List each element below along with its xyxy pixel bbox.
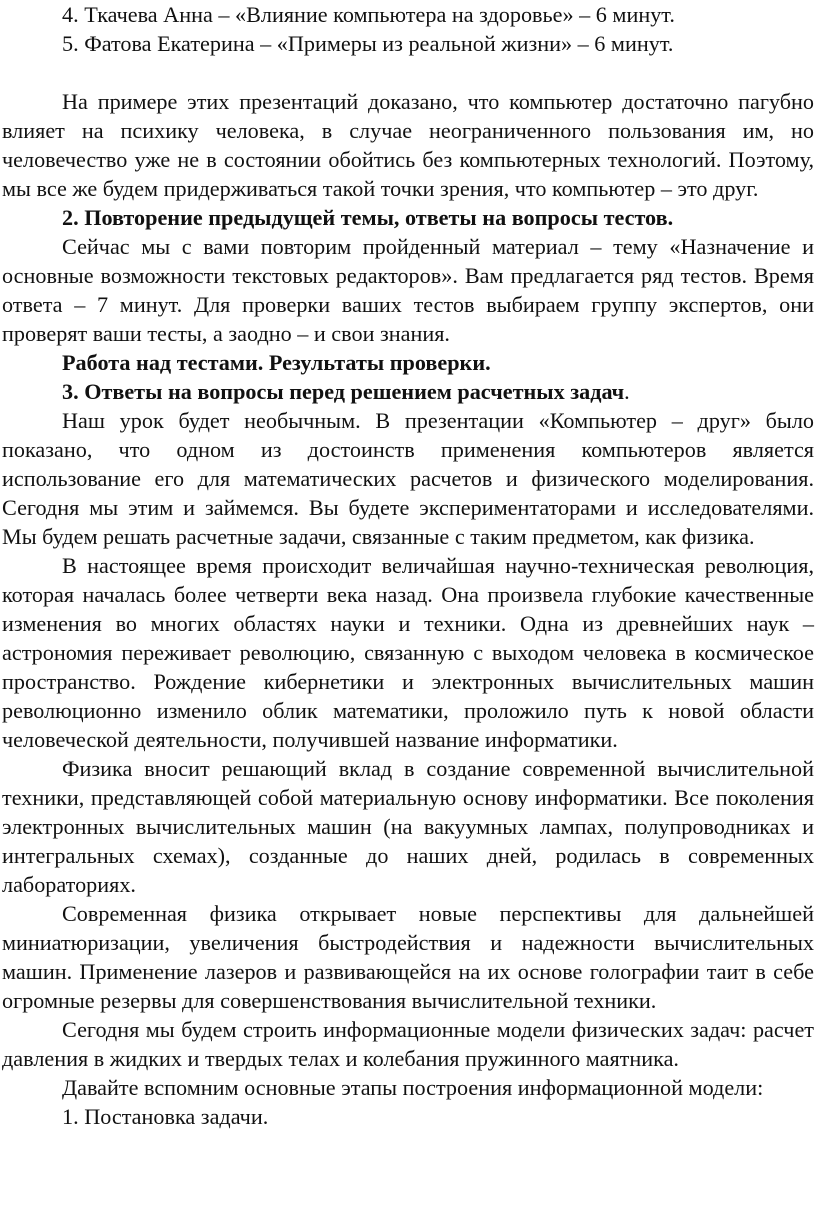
section-3-paragraph-3: Физика вносит решающий вклад в создание современной вычислительной техники, представляющей собой материальную основу информатики. Все поколения электронных вычислительных машин (на вакуумных лампах, полупроводниках и интегральных схемах), созданные до наших дней, родилась в современных лабораториях. (2, 756, 814, 897)
section-3-heading-text: 3. Ответы на вопросы перед решением расчетных задач (62, 379, 625, 404)
section-3-paragraph-5: Сегодня мы будем строить информационные модели физических задач: расчет давления в жидких и твердых телах и колебания пружинного маятника. (2, 1017, 814, 1071)
section-3-paragraph-1: Наш урок будет необычным. В презентации «Компьютер – друг» было показано, что одном из достоинств применения компьютеров является использование его для математических расчетов и физического моделирования. Сегодня мы этим и займемся. Вы будете экспериментаторами и исследователями. Мы будем решать расчетные задачи, связанные с таким предметом, как физика. (2, 408, 814, 549)
intro-paragraph: На примере этих презентаций доказано, что компьютер достаточно пагубно влияет на психику человека, в случае неограниченного пользования им, но человечество уже не в состоянии обойтись без компьютерных технологий. Поэтому, мы все же будем придерживаться такой точки зрения, что компьютер – это друг. (2, 89, 814, 201)
section-2-heading: 2. Повторение предыдущей темы, ответы на вопросы тестов. (62, 205, 674, 230)
section-2-paragraph: Сейчас мы с вами повторим пройденный материал – тему «Назначение и основные возможности текстовых редакторов». Вам предлагается ряд тестов. Время ответа – 7 минут. Для проверки ваших тестов выбираем группу экспертов, они проверят ваши тесты, а заодно – и свои знания. (2, 234, 814, 346)
list-item-4: 4. Ткачева Анна – «Влияние компьютера на здоровье» – 6 минут. (62, 2, 675, 27)
section-3-paragraph-2: В настоящее время происходит величайшая научно-техническая революция, которая началась более четверти века назад. Она произвела глубокие качественные изменения во многих областях науки и техники. Одна из древнейших наук – астрономия переживает революцию, связанную с выходом человека в космическое пространство. Рождение кибернетики и электронных вычислительных машин революционно изменило облик математики, проложило путь к новой области человеческой деятельности, получившей название информатики. (2, 553, 814, 752)
section-3-heading-tail: . (624, 379, 630, 404)
list-item-5: 5. Фатова Екатерина – «Примеры из реальной жизни» – 6 минут. (62, 31, 674, 56)
section-3-paragraph-4: Современная физика открывает новые перспективы для дальнейшей миниатюризации, увеличения быстродействия и надежности вычислительных машин. Применение лазеров и развивающейся на их основе голографии таит в себе огромные резервы для совершенствования вычислительной техники. (2, 901, 814, 1013)
section-3-heading (2, 377, 814, 406)
blank-line (2, 58, 814, 87)
document-page (2, 0, 814, 1131)
section-2-subheading: Работа над тестами. Результаты проверки. (62, 350, 491, 375)
step-list-item-1: 1. Постановка задачи. (62, 1104, 269, 1129)
section-3-paragraph-6: Давайте вспомним основные этапы построения информационной модели: (62, 1075, 764, 1100)
